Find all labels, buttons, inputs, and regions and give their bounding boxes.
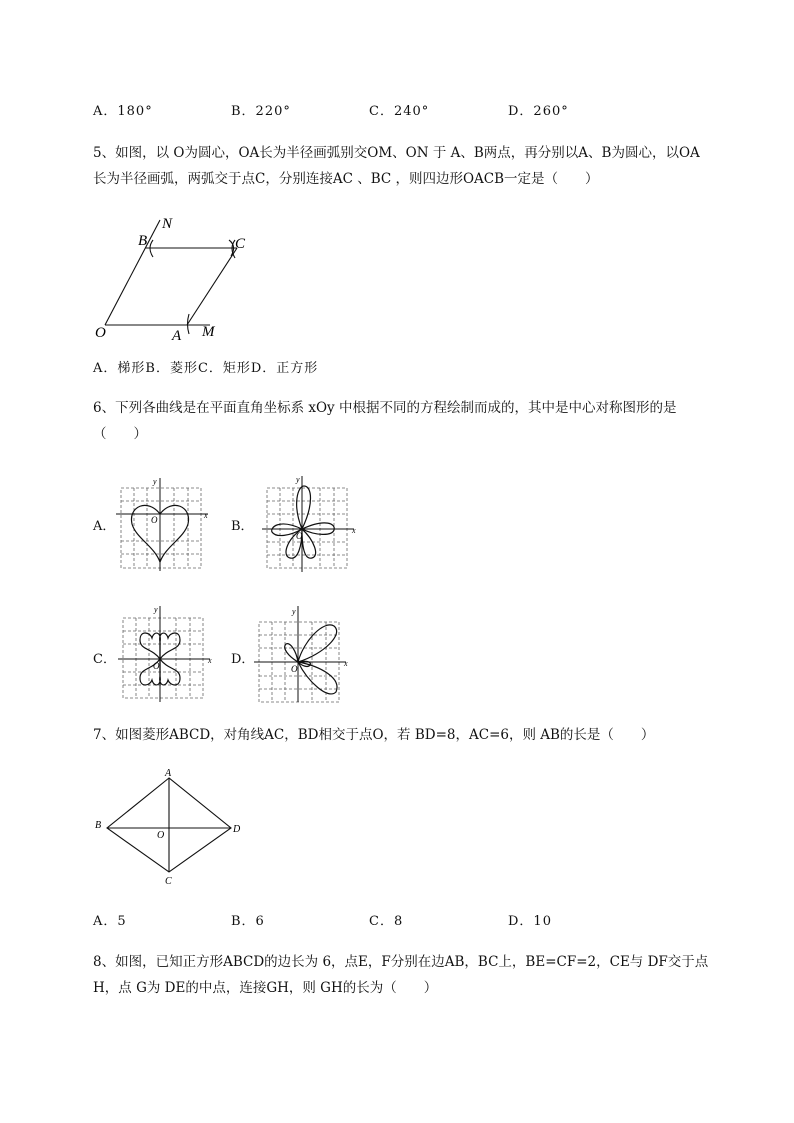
q6c-y-label: y	[154, 605, 158, 614]
q6a-x-label: x	[204, 511, 208, 520]
segment-on	[105, 220, 160, 325]
q6-graph-d	[254, 602, 354, 702]
q6d-x-label: x	[344, 659, 348, 668]
q6a-origin-label: O	[151, 515, 158, 525]
label-c: C	[235, 236, 246, 252]
q7-option-c: C．8	[369, 914, 404, 929]
q5-text-line1: 5、如图，以 O为圆心，OA长为半径画弧别交OM、ON 于 A、B两点，再分别以A、B为圆心，以OA	[93, 145, 700, 161]
label-o: O	[95, 325, 106, 341]
q6-label-d: D．	[231, 652, 255, 667]
q4-option-c: C．240°	[369, 104, 430, 119]
q7-text: 7、如图菱形ABCD，对角线AC，BD相交于点O，若 BD=8，AC=6，则 AB的长是（ ）	[93, 727, 655, 743]
q6-label-c: C．	[93, 652, 116, 667]
q6-text-line1: 6、下列各曲线是在平面直角坐标系 xOy 中根据不同的方程绘制而成的，其中是中心对称图形的是	[93, 400, 677, 416]
q6a-y-label: y	[153, 477, 157, 486]
q5-options: A．梯形B．菱形C．矩形D．正方形	[93, 361, 319, 376]
q5-text-line2: 长为半径画弧，两弧交于点C，分别连接AC 、BC ，则四边形OACB一定是（ ）	[93, 171, 599, 187]
q6-graph-c	[118, 604, 218, 702]
q6b-y-label: y	[296, 475, 300, 484]
q6-label-b: B．	[231, 519, 254, 534]
q6b-x-label: x	[352, 526, 356, 535]
q6-text-line2: （ ）	[93, 426, 147, 442]
label-b: B	[138, 233, 148, 249]
q6d-y-label: y	[292, 607, 296, 616]
q7-label-b: B	[95, 820, 102, 831]
q6-label-a: A．	[93, 519, 116, 534]
q7-option-d: D．10	[508, 914, 552, 929]
q7-label-o: O	[157, 830, 165, 841]
q7-label-a: A	[165, 768, 172, 779]
q7-rhombus-figure	[95, 768, 245, 886]
q7-option-b: B．6	[231, 914, 265, 929]
q8-text-line2: H，点 G为 DE的中点，连接GH，则 GH的长为（ ）	[93, 980, 438, 996]
segment-ac	[187, 248, 237, 325]
q7-option-a: A．5	[93, 914, 127, 929]
q6b-origin-label: O	[296, 531, 303, 541]
q8-text-line1: 8、如图，已知正方形ABCD的边长为 6，点E，F分别在边AB，BC上，BE=CF=2，CE与 DF交于点	[93, 954, 709, 970]
q4-option-d: D．260°	[508, 104, 569, 119]
label-m: M	[202, 324, 215, 340]
q4-option-a: A．180°	[93, 104, 153, 119]
q7-label-d: D	[233, 824, 241, 835]
q6c-x-label: x	[208, 656, 212, 665]
q7-label-c: C	[165, 876, 172, 887]
label-a: A	[172, 328, 182, 344]
q6-graph-b	[262, 474, 362, 572]
q6-graph-a	[116, 476, 211, 571]
q5-figure	[95, 210, 255, 345]
label-n: N	[162, 216, 173, 232]
q6d-origin-label: O	[291, 664, 298, 674]
q4-option-b: B．220°	[231, 104, 291, 119]
q6c-origin-label: O	[153, 661, 160, 671]
